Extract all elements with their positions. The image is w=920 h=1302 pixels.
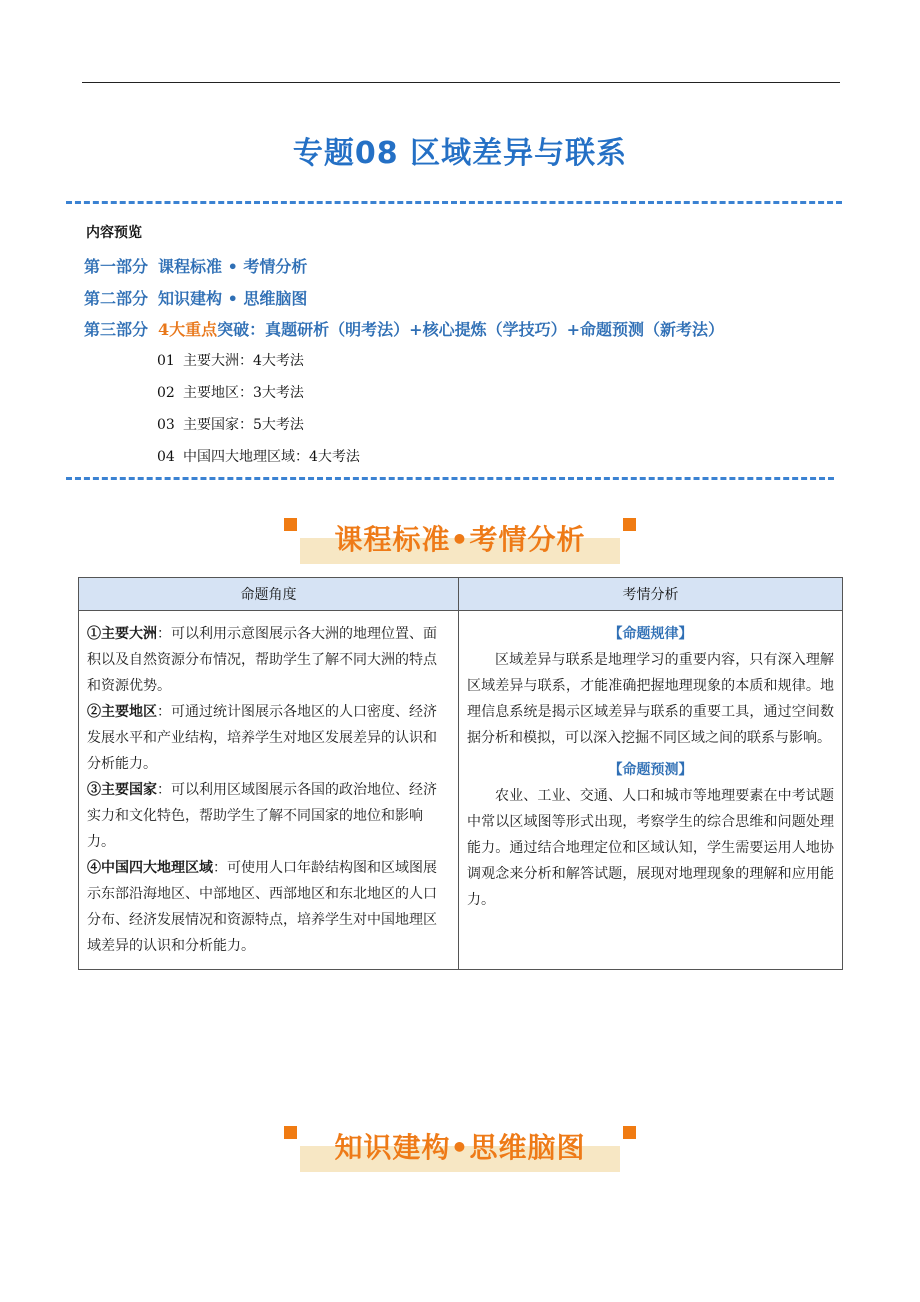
rule-heading: 【命题规律】 (608, 626, 693, 642)
topic-number: 04 (157, 449, 175, 465)
part-prefix: 第一部分 (84, 257, 149, 276)
analysis-table (78, 577, 843, 970)
topic-item (157, 414, 304, 434)
banner-title: 课程标准•考情分析 (334, 523, 586, 556)
topic-number: 03 (157, 417, 175, 433)
angle-item (87, 699, 450, 777)
prediction-heading: 【命题预测】 (608, 762, 693, 778)
angle-text: ：可使用人口年龄结构图和区域图展示东部沿海地区、中部地区、西部地区和东北地区的人口分布、经济发展情况和资源特点，培养学生对中国地理区域差异的认识和分析能力。 (87, 860, 437, 954)
angle-item (87, 777, 450, 855)
table-header-row (79, 578, 843, 611)
angle-head: ②主要地区 (87, 704, 157, 720)
banner-title: 知识建构•思维脑图 (334, 1131, 586, 1164)
analysis-cell (459, 611, 843, 970)
topic-text: 主要国家：5大考法 (183, 417, 304, 433)
part-text: 课程标准 • 考情分析 (158, 257, 308, 276)
part-highlight: 4大重点 (158, 320, 218, 339)
topic-item (157, 382, 304, 402)
section-banner-knowledge (282, 1120, 638, 1176)
part-three (84, 317, 724, 340)
rule-paragraph: 区域差异与联系是地理学习的重要内容，只有深入理解区域差异与联系，才能准确把握地理现象的本质和规律。地理信息系统是揭示区域差异与联系的重要工具，通过空间数据分析和模拟，可以深入挖掘不同区域之间的联系与影响。 (467, 652, 834, 746)
topic-text: 中国四大地理区域：4大考法 (183, 449, 360, 465)
part-one (84, 254, 307, 277)
section-banner-curriculum (282, 512, 638, 568)
top-rule (82, 82, 840, 83)
angle-head: ④中国四大地理区域 (87, 860, 213, 876)
topic-text: 主要大洲：4大考法 (183, 353, 304, 369)
angle-head: ①主要大洲 (87, 626, 157, 642)
angle-item (87, 855, 450, 959)
angle-text: ：可以利用区域图展示各国的政治地位、经济实力和文化特色，帮助学生了解不同国家的地位和影响力。 (87, 782, 437, 850)
dashed-divider (66, 477, 834, 480)
part-text: 知识建构 • 思维脑图 (158, 289, 308, 308)
angle-text: ：可通过统计图展示各地区的人口密度、经济发展水平和产业结构，培养学生对地区发展差异的认识和分析能力。 (87, 704, 437, 772)
page-title: 专题08 区域差异与联系 (292, 136, 628, 171)
angle-head: ③主要国家 (87, 782, 157, 798)
topic-item (157, 446, 360, 466)
topic-text: 主要地区：3大考法 (183, 385, 304, 401)
part-prefix: 第二部分 (84, 289, 149, 308)
header-angle: 命题角度 (79, 578, 459, 611)
angle-item (87, 621, 450, 699)
table-row (79, 611, 843, 970)
part-prefix: 第三部分 (84, 320, 149, 339)
topic-item (157, 350, 304, 370)
prediction-paragraph: 农业、工业、交通、人口和城市等地理要素在中考试题中常以区域图等形式出现，考察学生的综合思维和问题处理能力。通过结合地理定位和区域认知，学生需要运用人地协调观念来分析和解答试题，展现对地理现象的理解和应用能力。 (467, 788, 834, 908)
part-text: 突破：真题研析（明考法）+核心提炼（学技巧）+命题预测（新考法） (217, 320, 724, 339)
dashed-divider (66, 201, 842, 204)
angle-text: ：可以利用示意图展示各大洲的地理位置、面积以及自然资源分布情况，帮助学生了解不同大洲的特点和资源优势。 (87, 626, 437, 694)
part-two (84, 286, 307, 309)
header-analysis: 考情分析 (459, 578, 843, 611)
topic-number: 02 (157, 385, 175, 401)
preview-label: 内容预览 (86, 225, 142, 241)
angle-cell (79, 611, 459, 970)
topic-number: 01 (157, 353, 175, 369)
